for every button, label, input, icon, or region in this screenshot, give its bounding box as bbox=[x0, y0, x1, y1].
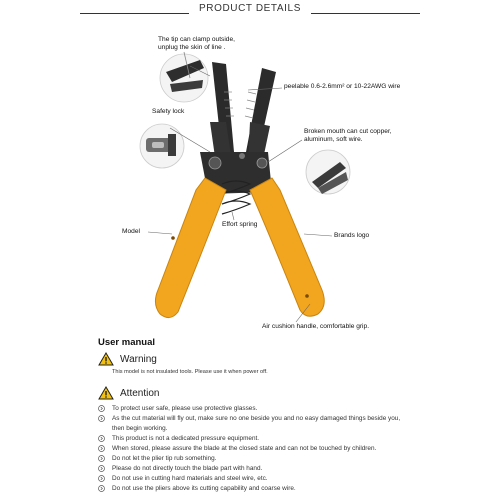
attention-list-item bbox=[98, 444, 418, 454]
chevron-right-circle-icon bbox=[98, 445, 105, 452]
warning-triangle-icon bbox=[98, 352, 114, 366]
chevron-right-circle-icon bbox=[98, 485, 105, 492]
page-title: PRODUCT DETAILS bbox=[0, 3, 500, 14]
callout-tip-clamp: The tip can clamp outside, unplug the skin of line . bbox=[158, 36, 235, 51]
attention-item-text: Please do not directly touch the blade part with hand. bbox=[112, 465, 263, 472]
attention-item-text: To protect user safe, please use protective glasses. bbox=[112, 405, 258, 412]
warning-triangle-icon bbox=[98, 386, 114, 400]
product-illustration bbox=[0, 22, 500, 337]
warning-label: Warning bbox=[120, 353, 157, 365]
attention-heading bbox=[98, 386, 159, 400]
attention-item-text: When stored, please assure the blade at the closed state and can not be touched by children. bbox=[112, 445, 377, 452]
attention-list bbox=[98, 404, 418, 494]
attention-list-item bbox=[98, 474, 418, 484]
callout-model: Model bbox=[122, 228, 140, 235]
callout-peelable: peelable 0.6-2.6mm² or 10-22AWG wire bbox=[284, 83, 401, 90]
chevron-right-circle-icon bbox=[98, 475, 105, 482]
plier-jaws bbox=[200, 62, 276, 194]
warning-note: This model is not insulated tools. Please use it when power off. bbox=[112, 369, 268, 375]
attention-list-item bbox=[98, 464, 418, 474]
chevron-right-circle-icon bbox=[98, 415, 105, 422]
plier-handles bbox=[155, 178, 324, 318]
chevron-right-circle-icon bbox=[98, 435, 105, 442]
attention-item-text: This product is not a dedicated pressure equipment. bbox=[112, 435, 260, 442]
attention-list-item bbox=[98, 484, 418, 494]
cutting-edge-inset bbox=[306, 150, 350, 194]
attention-item-text: As the cut material will fly out, make sure no one beside you and no easy damaged things beside you, bbox=[112, 415, 401, 422]
chevron-right-circle-icon bbox=[98, 455, 105, 462]
attention-item-text: Do not let the plier tip rub something. bbox=[112, 455, 217, 462]
attention-list-item bbox=[98, 404, 418, 414]
attention-list-item bbox=[98, 454, 418, 464]
attention-item-text: Do not use in cutting hard materials and steel wire, etc. bbox=[112, 475, 268, 482]
manual-title: User manual bbox=[98, 337, 156, 348]
attention-item-text: Do not use the pliers above its cutting capability and coarse wire. bbox=[112, 485, 296, 492]
callout-brands-logo: Brands logo bbox=[334, 232, 370, 239]
callout-air-cushion: Air cushion handle, comfortable grip. bbox=[262, 323, 370, 330]
callout-safety-lock: Safety lock bbox=[152, 108, 185, 115]
callout-broken-mouth: Broken mouth can cut copper, aluminum, soft wire. bbox=[304, 128, 392, 143]
attention-list-item bbox=[98, 414, 418, 434]
safety-lock-inset bbox=[140, 124, 184, 168]
attention-item-text-continued: then begin working. bbox=[112, 425, 168, 432]
chevron-right-circle-icon bbox=[98, 465, 105, 472]
tip-detail-inset bbox=[160, 52, 208, 102]
wire-stripper-drawing bbox=[0, 22, 500, 337]
chevron-right-circle-icon bbox=[98, 405, 105, 412]
attention-list-item bbox=[98, 434, 418, 444]
callout-effort-spring: Effort spring bbox=[222, 221, 258, 228]
attention-label: Attention bbox=[120, 387, 160, 399]
warning-heading bbox=[98, 352, 157, 366]
